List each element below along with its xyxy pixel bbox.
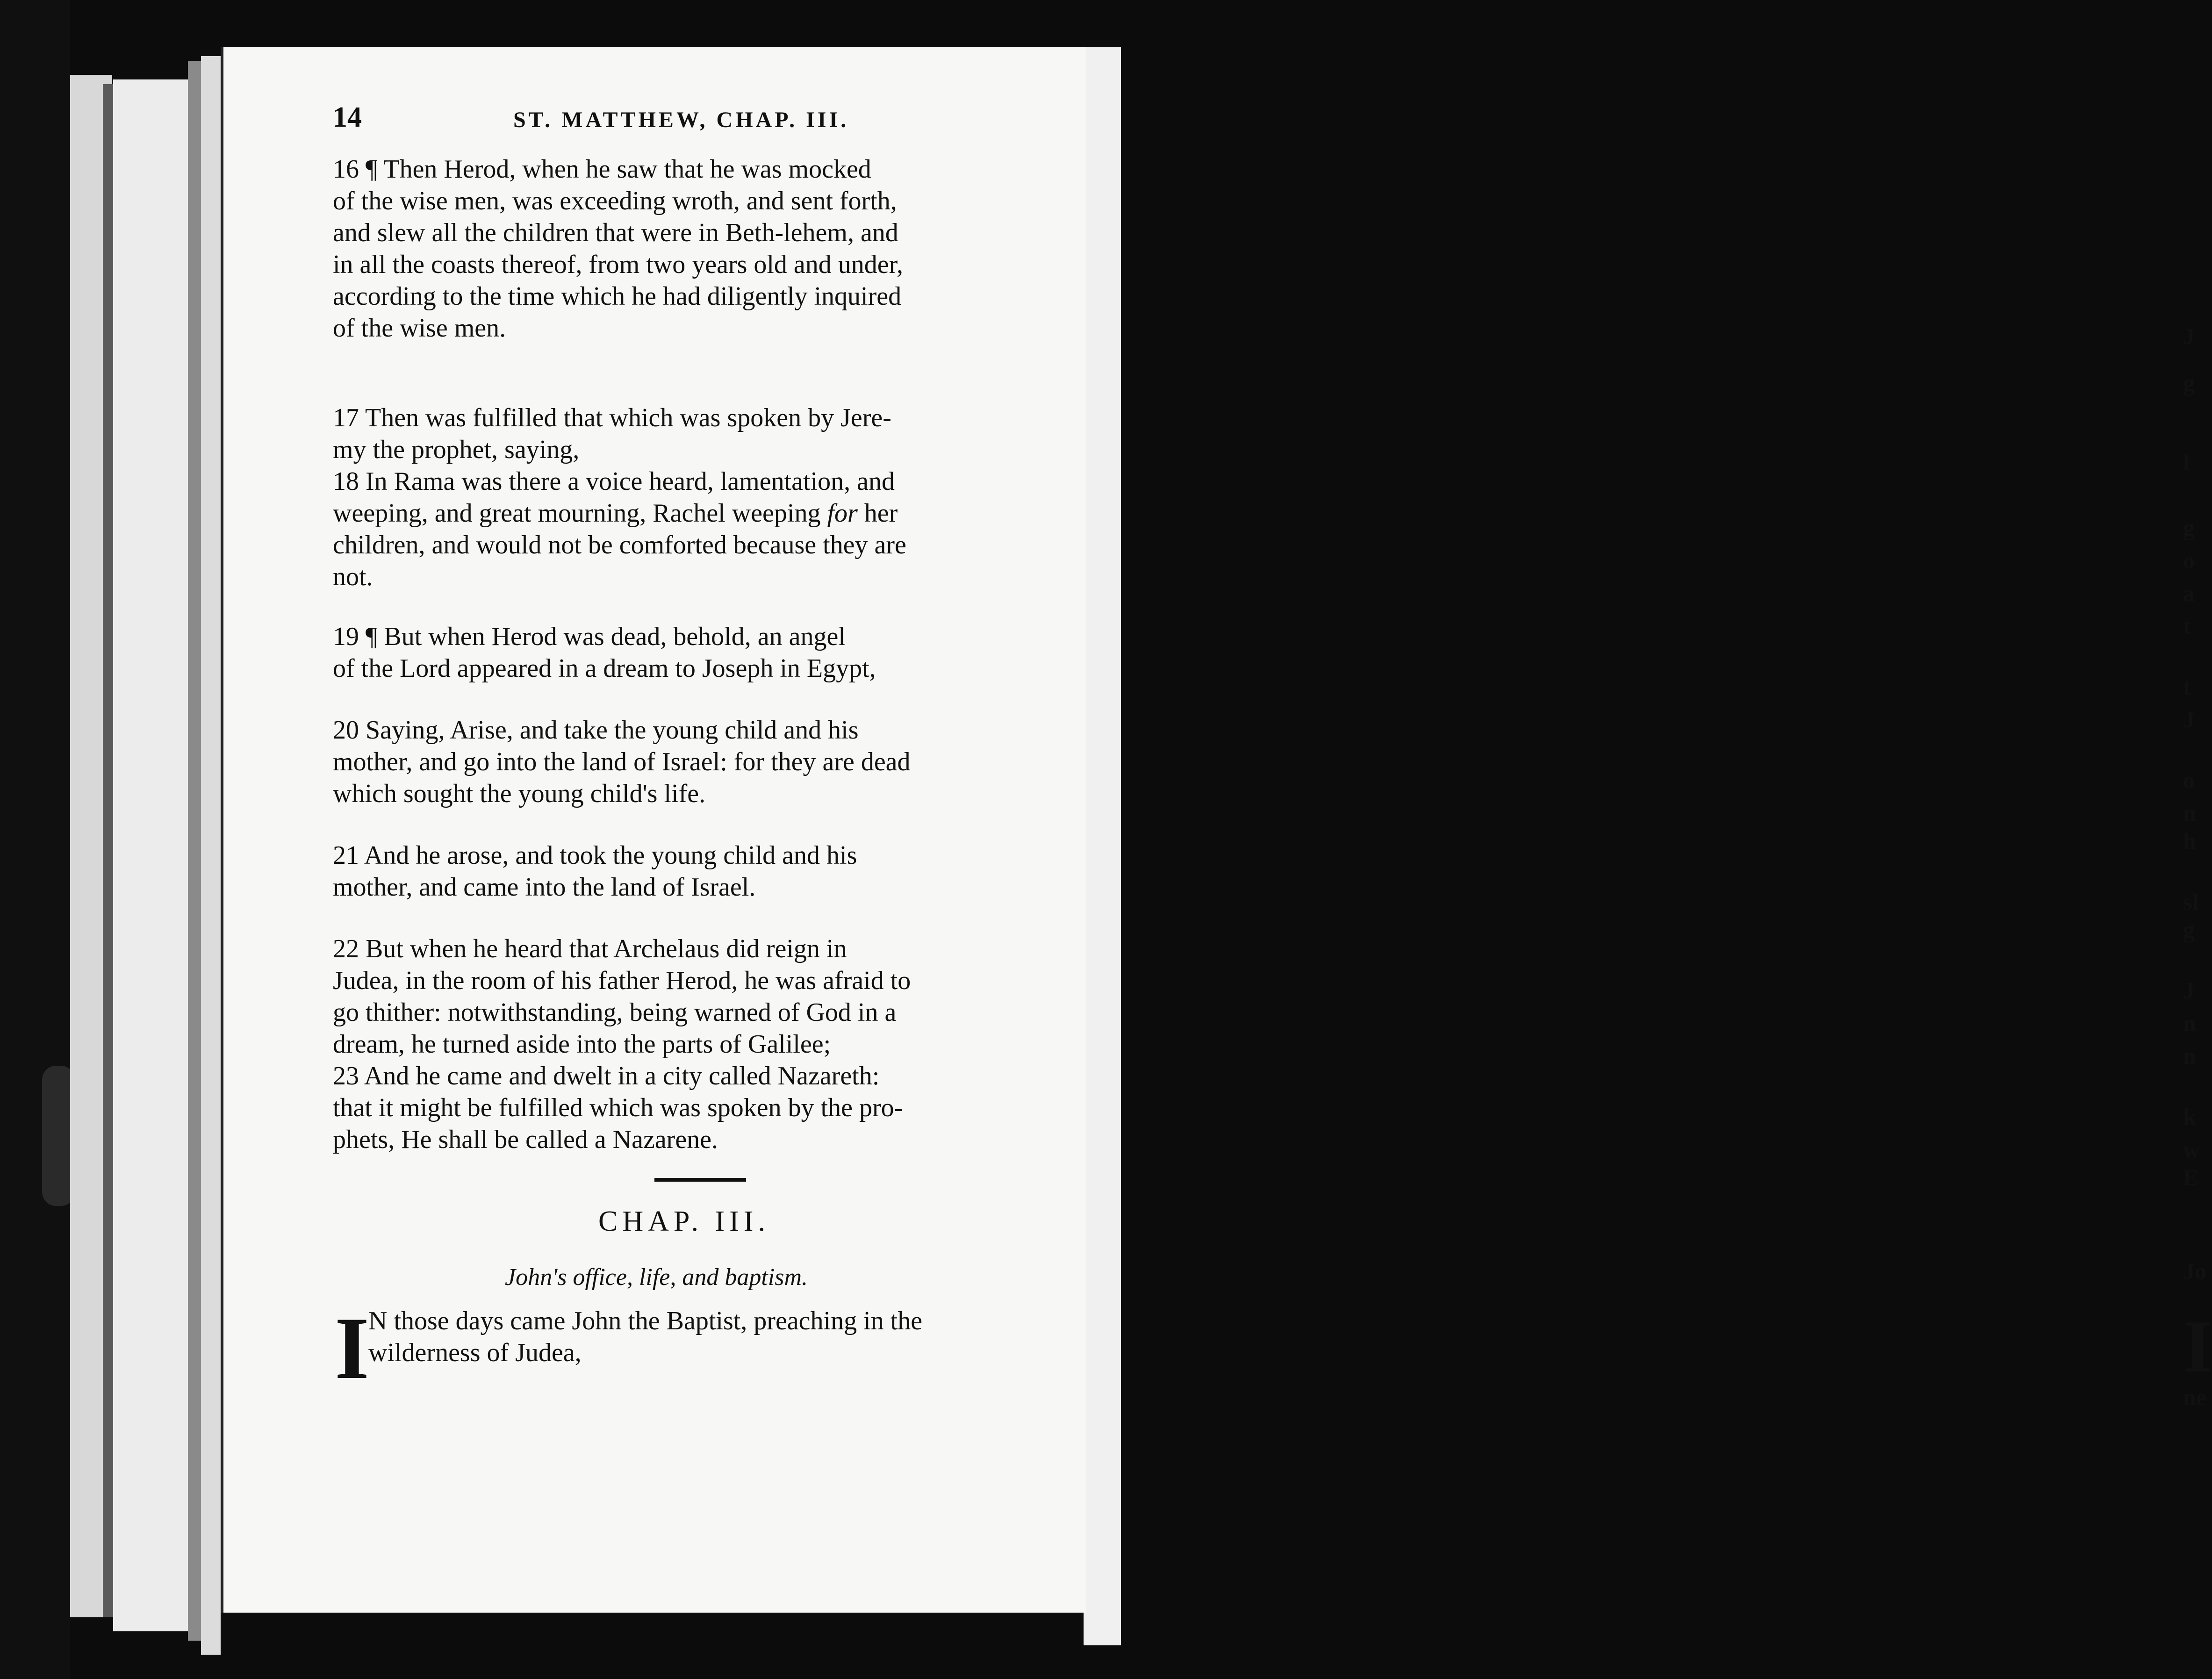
facing-page-glyph: J xyxy=(2183,706,2195,732)
facing-page-glyph: o xyxy=(2183,547,2195,574)
facing-page-glyph: a xyxy=(2183,580,2195,606)
page-number: 14 xyxy=(333,101,362,133)
facing-page-fragments xyxy=(1091,0,2212,1679)
chapter-heading: CHAP. III. xyxy=(598,1205,770,1237)
page-edge-strip xyxy=(188,61,201,1641)
verse-line: of the wise men. xyxy=(333,314,506,343)
verse-line: of the Lord appeared in a dream to Joseph in Egypt, xyxy=(333,654,876,683)
italic-word: for xyxy=(827,499,858,528)
verse-line: 19 ¶ But when Herod was dead, behold, an angel xyxy=(333,622,846,651)
facing-page-glyph: J xyxy=(2183,323,2195,349)
verse-line: mother, and came into the land of Israel. xyxy=(333,873,756,902)
facing-page-glyph: k xyxy=(2183,1104,2196,1130)
facing-page-glyph: t xyxy=(2183,674,2191,700)
facing-page-glyph: E xyxy=(2183,1164,2199,1191)
page-edge-strip xyxy=(113,79,188,1631)
verse-line: 21 And he arose, and took the young child and his xyxy=(333,841,857,870)
verse-line: phets, He shall be called a Nazarene. xyxy=(333,1125,718,1154)
facing-page-glyph: n xyxy=(2183,800,2196,826)
verse-line: weeping, and great mourning, Rachel weeping for her xyxy=(333,499,898,528)
verse-line: 22 But when he heard that Archelaus did reign in xyxy=(333,934,847,963)
verse-line: 23 And he came and dwelt in a city called Nazareth: xyxy=(333,1062,880,1091)
facing-page-glyph: w xyxy=(2183,1136,2200,1162)
verse-line: 17 Then was fulfilled that which was spoken by Jere- xyxy=(333,403,891,432)
facing-page-glyph: g xyxy=(2183,515,2195,541)
chapter-opening-line: N those days came John the Baptist, preaching in the xyxy=(368,1306,923,1335)
facing-page-glyph: g xyxy=(2183,917,2195,943)
drop-cap: I xyxy=(335,1299,369,1398)
facing-page-glyph: Jo xyxy=(2183,1258,2206,1284)
page-edge-strip xyxy=(103,84,113,1617)
facing-page-glyph: J xyxy=(2183,977,2195,1004)
section-rule xyxy=(654,1178,746,1182)
scan-border-left xyxy=(0,0,70,1679)
verse-line: dream, he turned aside into the parts of Galilee; xyxy=(333,1030,831,1059)
facing-page-glyph: ne xyxy=(2183,1384,2206,1410)
facing-page-glyph: h xyxy=(2183,828,2196,854)
verse-line: according to the time which he had diligently inquired xyxy=(333,282,902,311)
facing-page-glyph: l xyxy=(2183,449,2190,475)
facing-page-glyph: o xyxy=(2183,767,2195,793)
facing-page-glyph: n xyxy=(2183,1043,2196,1069)
verse-line: Judea, in the room of his father Herod, he was afraid to xyxy=(333,966,911,995)
verse-line: go thither: notwithstanding, being warned of God in a xyxy=(333,998,897,1027)
facing-page-glyph: n xyxy=(2183,1010,2196,1036)
verse-line: of the wise men, was exceeding wroth, and sent forth, xyxy=(333,187,897,215)
verse-line: which sought the young child's life. xyxy=(333,779,706,808)
verse-line: that it might be fulfilled which was spoken by the pro- xyxy=(333,1093,903,1122)
verse-line: my the prophet, saying, xyxy=(333,435,580,464)
verse-line: children, and would not be comforted because they are xyxy=(333,531,906,560)
verse-line: and slew all the children that were in Beth-lehem, and xyxy=(333,218,898,247)
facing-page-glyph: t xyxy=(2183,613,2191,639)
facing-page-glyph: I xyxy=(2183,1305,2212,1388)
verse-line: 16 ¶ Then Herod, when he saw that he was mocked xyxy=(333,155,871,184)
facing-page-glyph: sl xyxy=(2183,889,2199,915)
verse-line: not. xyxy=(333,562,373,591)
running-title: ST. MATTHEW, CHAP. III. xyxy=(513,108,849,132)
verse-line: 18 In Rama was there a voice heard, lamentation, and xyxy=(333,467,895,496)
chapter-summary: John's office, life, and baptism. xyxy=(505,1264,808,1291)
chapter-opening-line: wilderness of Judea, xyxy=(368,1338,582,1367)
verse-line: in all the coasts thereof, from two years old and under, xyxy=(333,250,904,279)
page-edge-strip xyxy=(201,56,221,1655)
verse-line: 20 Saying, Arise, and take the young child and his xyxy=(333,716,859,745)
facing-page-glyph: g xyxy=(2183,370,2195,396)
verse-line: mother, and go into the land of Israel: for they are dead xyxy=(333,747,911,776)
